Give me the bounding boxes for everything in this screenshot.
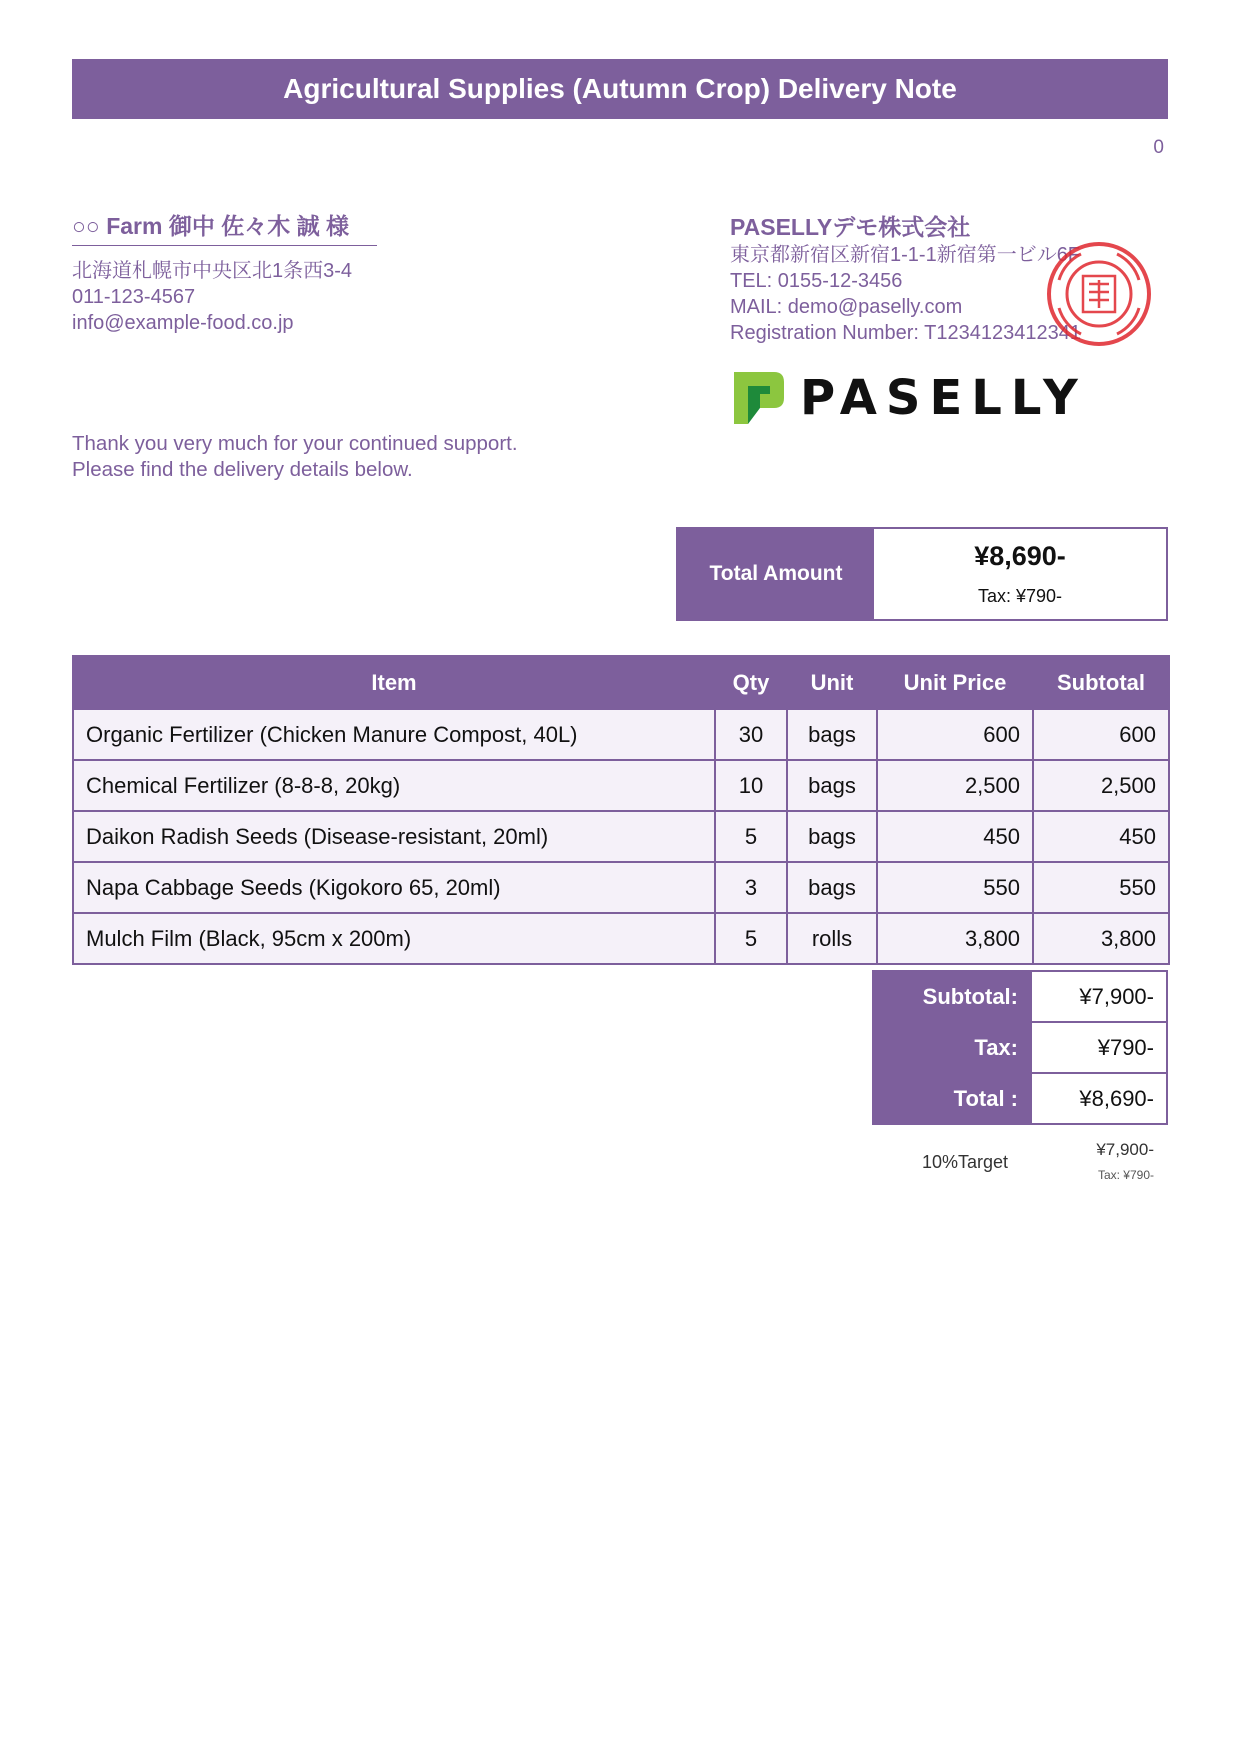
document-title: Agricultural Supplies (Autumn Crop) Delivery Note: [72, 59, 1168, 119]
table-row: [73, 913, 1169, 964]
cell-subtotal: 3,800: [1033, 913, 1169, 964]
cell-qty: 30: [715, 709, 787, 760]
greeting-line-2: Please find the delivery details below.: [72, 458, 413, 481]
cell-item: Organic Fertilizer (Chicken Manure Compost, 40L): [73, 709, 715, 760]
summary-total-label: Total :: [873, 1073, 1031, 1124]
header-unit: Unit: [787, 656, 877, 709]
recipient-email: info@example-food.co.jp: [72, 312, 294, 334]
header-subtotal: Subtotal: [1033, 656, 1169, 709]
cell-unit: bags: [787, 811, 877, 862]
paselly-logo: [730, 367, 1087, 429]
items-table: [72, 655, 1170, 965]
company-seal-icon: [1045, 240, 1153, 348]
issuer-address: 東京都新宿区新宿1-1-1新宿第一ビル6F: [730, 244, 1081, 266]
tax-rate-target: 10%Target: [922, 1152, 1009, 1172]
cell-item: Chemical Fertilizer (8-8-8, 20kg): [73, 760, 715, 811]
cell-item: Napa Cabbage Seeds (Kigokoro 65, 20ml): [73, 862, 715, 913]
cell-qty: 10: [715, 760, 787, 811]
document-number: 0: [1153, 137, 1164, 158]
cell-qty: 5: [715, 811, 787, 862]
table-row: [73, 760, 1169, 811]
tax-target-amount: ¥7,900-: [1096, 1140, 1154, 1159]
cell-unit-price: 3,800: [877, 913, 1033, 964]
cell-item: Mulch Film (Black, 95cm x 200m): [73, 913, 715, 964]
cell-unit-price: 600: [877, 709, 1033, 760]
summary-total-value: ¥8,690-: [1031, 1073, 1167, 1124]
leaf-logo-icon: [730, 368, 786, 428]
total-amount-label: Total Amount: [678, 529, 874, 619]
table-header-row: [73, 656, 1169, 709]
summary-subtotal-label: Subtotal:: [873, 971, 1031, 1022]
table-row: [73, 811, 1169, 862]
header-item: Item: [73, 656, 715, 709]
recipient-mark: ○○: [72, 213, 100, 239]
summary-subtotal-value: ¥7,900-: [1031, 971, 1167, 1022]
cell-unit: bags: [787, 862, 877, 913]
cell-qty: 5: [715, 913, 787, 964]
table-row: [73, 709, 1169, 760]
tax-target-tax: Tax: ¥790-: [1097, 1168, 1154, 1182]
header-qty: Qty: [715, 656, 787, 709]
summary-tax-value: ¥790-: [1031, 1022, 1167, 1073]
issuer-registration: Registration Number: T1234123412341: [730, 322, 1081, 344]
total-tax: Tax: ¥790-: [977, 586, 1063, 606]
cell-subtotal: 450: [1033, 811, 1169, 862]
cell-unit: rolls: [787, 913, 877, 964]
recipient-block: [72, 212, 377, 336]
summary-tax-label: Tax:: [873, 1022, 1031, 1073]
summary-subtotal-row: [873, 971, 1167, 1022]
greeting-line-1: Thank you very much for your continued support.: [72, 432, 518, 455]
header-unit-price: Unit Price: [877, 656, 1033, 709]
cell-unit: bags: [787, 760, 877, 811]
recipient-name-text: Farm 御中 佐々木 誠 様: [106, 213, 349, 239]
cell-unit-price: 2,500: [877, 760, 1033, 811]
recipient-phone: 011-123-4567: [72, 286, 196, 308]
cell-subtotal: 550: [1033, 862, 1169, 913]
issuer-mail: MAIL: demo@paselly.com: [730, 296, 963, 318]
recipient-name: [72, 212, 377, 241]
cell-unit: bags: [787, 709, 877, 760]
summary-table: [872, 970, 1168, 1125]
logo-wordmark: PASELLY: [800, 370, 1087, 426]
issuer-company: PASELLYデモ株式会社: [730, 214, 971, 240]
cell-unit-price: 550: [877, 862, 1033, 913]
summary-tax-row: [873, 1022, 1167, 1073]
recipient-address: 北海道札幌市中央区北1条西3-4: [72, 260, 353, 282]
cell-unit-price: 450: [877, 811, 1033, 862]
total-amount-value: [874, 529, 1166, 619]
issuer-tel: TEL: 0155-12-3456: [730, 270, 903, 292]
summary-total-row: [873, 1073, 1167, 1124]
total-amount-box: [676, 527, 1168, 621]
greeting-text: [72, 431, 518, 483]
cell-qty: 3: [715, 862, 787, 913]
recipient-underline: [72, 245, 377, 246]
cell-item: Daikon Radish Seeds (Disease-resistant, 20ml): [73, 811, 715, 862]
table-row: [73, 862, 1169, 913]
cell-subtotal: 2,500: [1033, 760, 1169, 811]
cell-subtotal: 600: [1033, 709, 1169, 760]
total-amount: ¥8,690-: [974, 541, 1066, 571]
